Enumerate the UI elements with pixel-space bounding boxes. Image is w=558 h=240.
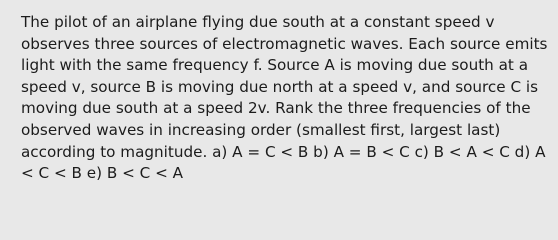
question-text: The pilot of an airplane flying due south at a constant speed v observes three sources of electromagnetic waves. Each source emits light with the same frequency f. Source A is moving due south at a speed v, source B is moving due north at a speed v, and source C is moving due south at a speed 2v. Rank the three frequencies of the observed waves in increasing order (smallest first, largest last) according to magnitude. a) A = C < B b) A = B < C c) B < A < C d) A < C < B e) B < C < A — [21, 13, 548, 183]
